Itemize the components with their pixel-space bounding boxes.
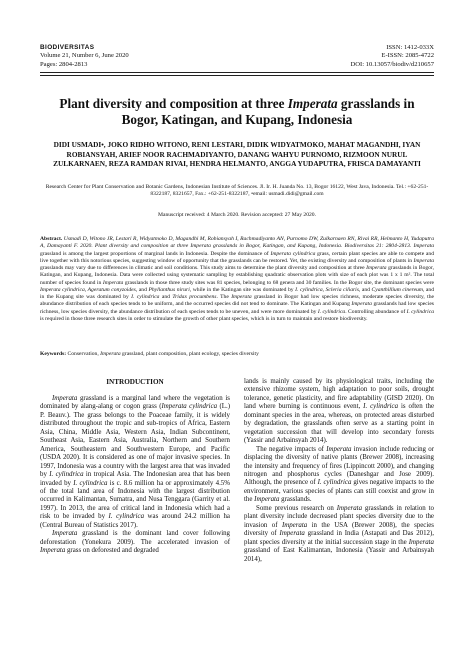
- title-italic: Imperata: [287, 96, 338, 111]
- abstract-text: , and in the Kupang site was dominated by: [40, 286, 434, 300]
- abstract-text: . The: [216, 294, 232, 300]
- journal-issn: ISSN: 1412-033X: [386, 44, 434, 51]
- abstract-citation: Usmadi D, Witono JR, Lestari R, Widyatmoko D, Magandhi M, Robiansyah I, Rachmadiyanto AN, Purnomo DW, Zulkarnaen RN, Rivai RR, Helmanto H, Yudaputra A, Damayanti F. 2020. Plant diversity and composition at three Imperata grasslands in Bogor, Katingan, and Kupang, Indonesia. Biodiversitas 21: 2804-2813.: [40, 236, 434, 250]
- abstract-italic: Imperata: [413, 243, 434, 250]
- body-italic: Imperata: [326, 445, 352, 453]
- body-text: grassland in India (Astapati and Das 2012), plant species diversity at the initial succession stage in the: [244, 530, 434, 546]
- body-italic: Imperata: [281, 521, 308, 529]
- journal-pages: Pages: 2804-2813: [40, 60, 88, 68]
- body-text: grasslands in relation to plant diversity include decreased plant species diversity due to the invasion of: [244, 504, 434, 529]
- journal-header-right: [350, 44, 434, 69]
- abstract-text: grasslands had low species richness, low species diversity, the abundance distribution of each species tends to be uneven, and were more dominated by: [40, 301, 434, 315]
- body-text: The negative impacts of: [256, 445, 327, 453]
- abstract-text: grass, certain plant species are able to compete and live together with this notorious species, suggesting window of opportunity that the grasslands can be restored. Yet, the existing diversity and composition of plants in: [40, 250, 434, 264]
- body-text: lands is mainly caused by its physiological traits, including the extensive rhizome system, high adaptation to poor soils, drought tolerance, genetic plasticity, and fire adaptability (GISD 2020). On land where burning is continuous event,: [244, 378, 434, 411]
- journal-header-left: [40, 44, 129, 69]
- abstract-text: grasslands in those three study sites was 81 species, belonging to 68 genera and 30 families. In the Bogor site, the dominant species were: [123, 279, 434, 286]
- abstract-text: grasslands may vary due to differences in climatic and soil conditions. This study aims to determine the plant diversity and composition at three: [40, 265, 367, 271]
- abstract-italic: I. cylindrica: [317, 308, 346, 315]
- abstract-label: Abstract.: [40, 236, 63, 242]
- header-rule-bottom: [40, 75, 434, 76]
- body-text: invasion include reducing or displacing the diversity of native plants (Brewer 2008), increasing the intensity and frequency of fires (Lippincott 2000), and changing nitrogen and phosphorus cycles (Daneshgar and Jose 2009). Although, the presence of: [244, 445, 434, 487]
- body-italic: Imperata: [52, 530, 78, 538]
- body-italic: Imperata: [254, 496, 280, 504]
- manuscript-dates: Manuscript received: 4 March 2020. Revision accepted: 27 May 2020.: [158, 212, 316, 218]
- title-part1: Plant diversity and composition at three: [59, 96, 288, 111]
- abstract-text: is required in those three research sites in order to stimulate the growth of other plant species, which is in turn to maintain and restore biodiversity.: [40, 315, 368, 322]
- abstract-text: grasslands in Bogor, Katingan, and Kupang, Indonesia. Data were collected using systematic sampling by establishing quadratic observation plots with size of each plot was 1 x 1 m². The total number of species found in: [40, 265, 434, 286]
- abstract-italic: Tridax procumbens: [172, 294, 217, 300]
- body-italic: I. cylindrica: [73, 479, 108, 487]
- journal-volume: Volume 21, Number 6, June 2020: [40, 52, 129, 60]
- abstract-text: grassland in Bogor had low species richness, moderate species diversity, the abundance distribution of each species tends to be uniform, and the occurred species did not tend to dominate. The Katingan and Kupang: [40, 294, 435, 308]
- body-text: grass on deforested and degraded: [65, 547, 159, 555]
- abstract-italic: I. cylindrica: [406, 308, 434, 315]
- header-rule-top: [40, 72, 434, 73]
- title-part2: grasslands in Bogor, Katingan, and Kupang, Indonesia: [121, 96, 415, 127]
- affiliation: Research Center for Plant Conservation and Botanic Gardens, Indonesian Institute of Sciences. Jl. Ir. H. Juanda No. 13, Bogor 16122, West Java, Indonesia. Tel.: +62-251-8322187, 8321657, Fax.: +62-251-8322187, •email: usmadi.didi@gmail.com: [45, 184, 429, 197]
- abstract-italic: Imperata: [102, 279, 124, 286]
- body-text: grassland is a marginal land where the vegetation is dominated by alang-alang or cogon grass (: [40, 395, 230, 411]
- body-italic: Imperata cylindrica: [161, 403, 218, 411]
- keywords-label: Keywords:: [40, 351, 67, 357]
- abstract-italic: Imperata: [351, 301, 372, 308]
- body-text: is c. 8.6 million ha or approximately 4.5% of the total land area of Indonesia with the largest distribution occurred in Kalimantan, Sumatra, and Nusa Tenggara (Garrity et al. 1997). In 2013, the area of critical land in Indonesia which had a risk to be invaded by: [40, 479, 230, 521]
- left-column: [40, 378, 230, 556]
- introduction-heading: INTRODUCTION: [106, 378, 164, 386]
- intro-paragraph-5: [244, 505, 434, 564]
- body-italic: I. cylindrica: [363, 403, 399, 411]
- body-italic: Imperata: [336, 504, 363, 512]
- body-italic: I. cylindrica: [108, 513, 145, 521]
- keywords-italic: Imperata: [100, 351, 121, 357]
- abstract-italic: Imperata cylindrica, Ageratum conyzoides: [40, 286, 136, 293]
- abstract-italic: Imperata: [366, 265, 387, 271]
- body-text: (L.) P. Beauv.). The grass belongs to the Poaceae family, it is widely distributed throughout the tropic and sub-tropics of Africa, Eastern Asia, China, Middle Asia, Western Asia, Indian Subcontinent, Southeast Asia, Eastern Asia, Australia, Northern and Southern America, Southeastern and Southwestern Europe, and Pacific (USDA 2020). It is considered as one of major invasive species. In 1997, Indonesia was a country with the largest area that was invaded by: [40, 403, 230, 479]
- body-italic: Imperata: [40, 547, 66, 555]
- body-text: grasslands.: [279, 496, 312, 504]
- abstract-italic: Imperata: [231, 294, 252, 300]
- abstract: [40, 236, 434, 323]
- intro-paragraph-3: [244, 378, 434, 446]
- keywords-text: Conservation,: [66, 351, 101, 357]
- abstract-italic: I. cylindrica, Scleria ciliaris: [295, 286, 359, 293]
- doi-link[interactable]: DOI: 10.13057/biodiv/d210657: [350, 60, 434, 68]
- keywords: [40, 351, 434, 358]
- abstract-text: . Controlling abundance of: [345, 308, 407, 315]
- body-italic: Imperata: [52, 395, 78, 402]
- body-italic: Imperata: [408, 538, 434, 546]
- abstract-text: , while in the Katingan site was dominated by: [189, 286, 296, 293]
- journal-eissn: E-ISSN: 2085-4722: [381, 52, 434, 60]
- keywords-text: grassland, plant composition, plant ecology, species diversity: [120, 351, 259, 357]
- body-text: Some previous research on: [256, 504, 337, 512]
- journal-name: BIODIVERSITAS: [40, 44, 95, 51]
- intro-paragraph-2: [40, 530, 230, 555]
- abstract-text: , and: [135, 286, 149, 293]
- body-italic: I. cylindrica: [49, 471, 84, 479]
- abstract-text: grassland is among the largest proportions of marginal lands in Indonesia. Despite the dominance of: [40, 250, 271, 257]
- abstract-italic: I. cylindrica: [131, 294, 160, 300]
- intro-paragraph-1: [40, 395, 230, 530]
- abstract-text: , and: [358, 286, 372, 293]
- abstract-italic: Imperata cylindrica: [270, 250, 316, 257]
- body-text: in the USA (Brewer 2008), the species diversity of: [244, 521, 434, 538]
- right-column: [244, 378, 434, 564]
- abstract-italic: Imperata: [413, 257, 434, 264]
- body-text: was around 24.2 million ha (Central Bureau of Statistics 2017).: [40, 513, 230, 529]
- paper-title: [40, 96, 434, 128]
- abstract-italic: Phyllanthus niruri: [148, 286, 190, 293]
- abstract-text: and: [159, 294, 173, 300]
- body-text: grassland of East Kalimantan, Indonesia (Yassir and Arbainsyah 2014),: [244, 547, 434, 563]
- intro-paragraph-4: [244, 446, 434, 505]
- body-text: grassland is the dominant land cover following deforestation (Yonekura 2009). The accelerated invasion of: [40, 530, 230, 546]
- body-italic: Imperata: [279, 530, 305, 538]
- body-italic: I. cylindrica: [317, 479, 352, 487]
- body-text: gives negative impacts to the environment, various species of plants can still coexist and grow in the: [244, 479, 435, 504]
- body-text: is often the dominant species in the area, whereas, on protected areas disturbed by degradation, the grasslands often serve as a starting point in vegetation succession that will develop into secondary forests (Yassir and Arbainsyah 2014).: [244, 403, 435, 445]
- abstract-italic: Cyanthillium cinereum: [371, 286, 423, 293]
- body-text: in tropical Asia. The Indonesian area that has been invaded by: [40, 471, 230, 487]
- author-list: DIDI USMADI•, JOKO RIDHO WITONO, RENI LESTARI, DIDIK WIDYATMOKO, MAHAT MAGANDHI, IYAN ROBIANSYAH, ARIEF NOOR RACHMADIYANTO, DANANG WAHYU PURNOMO, RIZMOON NURUL ZULKARNAEN, REZA RAMDAN RIVAI, HENDRA HELMANTO, ANGGA YUDAPUTRA, FRISCA DAMAYANTI: [53, 140, 421, 169]
